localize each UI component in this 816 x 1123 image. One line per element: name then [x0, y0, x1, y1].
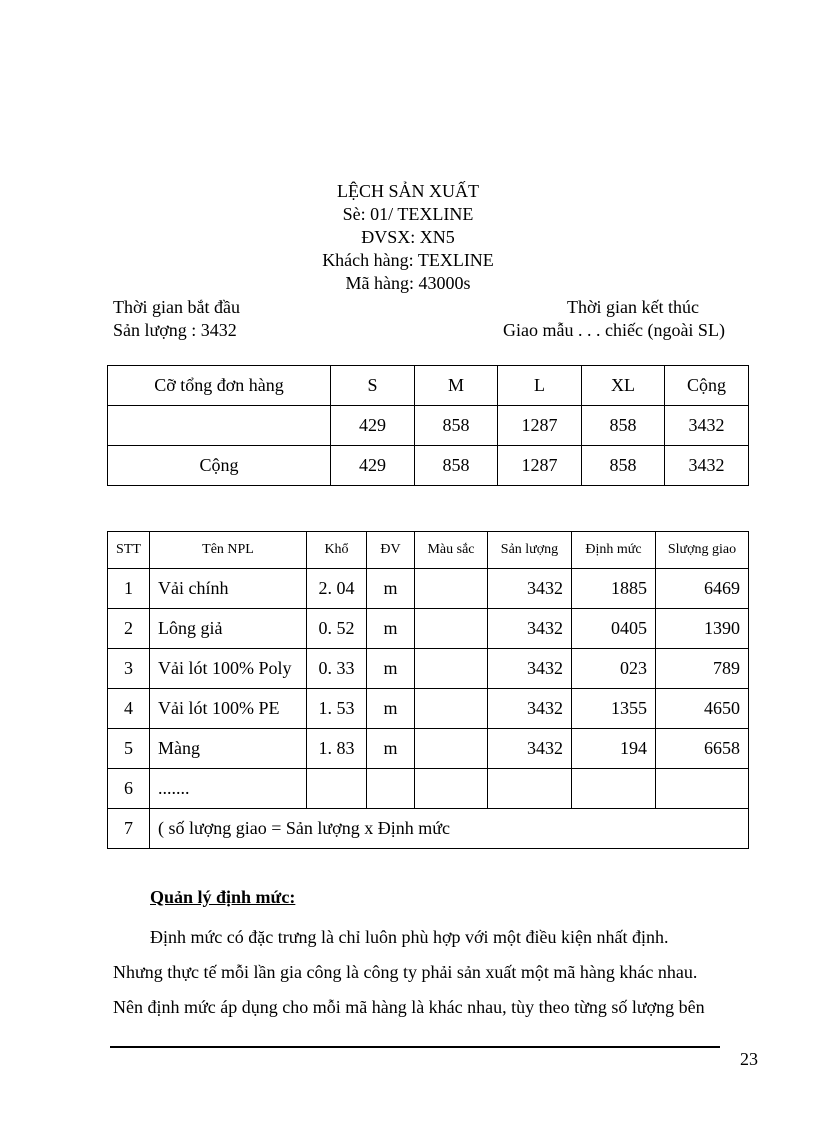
table-cell: m: [367, 649, 415, 689]
table-header-cell: Cỡ tổng đơn hàng: [108, 366, 331, 406]
sample-label: Giao mẫu . . . chiếc (ngoài SL): [503, 320, 725, 340]
end-time-label: Thời gian kết thúc: [567, 297, 699, 317]
table-row: [108, 649, 749, 689]
table-cell: [572, 769, 656, 809]
document-title: LỆCH SẢN XUẤT: [337, 181, 479, 201]
table-header-cell: Tên NPL: [150, 532, 307, 569]
table-header-cell: M: [415, 366, 498, 406]
table-header-row: [108, 366, 749, 406]
table-cell: 3432: [488, 609, 572, 649]
table-header-cell: Sản lượng: [488, 532, 572, 569]
table-cell: 1. 53: [307, 689, 367, 729]
table-cell: m: [367, 609, 415, 649]
table-total-row: [108, 446, 749, 486]
table-cell: 4650: [656, 689, 749, 729]
table-cell: Vải chính: [150, 569, 307, 609]
table-cell: 1287: [498, 446, 582, 486]
table-cell: Cộng: [108, 446, 331, 486]
section-heading: Quản lý định mức:: [150, 887, 296, 907]
output-label: Sản lượng : 3432: [113, 320, 237, 340]
table-cell: [415, 689, 488, 729]
paragraph-line: Nên định mức áp dụng cho mỗi mã hàng là khác nhau, tùy theo từng số lượng bên: [113, 997, 705, 1017]
table-row: [108, 569, 749, 609]
table-cell: [367, 769, 415, 809]
table-cell: 023: [572, 649, 656, 689]
table-cell: 194: [572, 729, 656, 769]
footer-divider: [110, 1046, 720, 1048]
body-paragraph: [113, 920, 741, 1025]
document-header: [0, 180, 816, 295]
table-cell: 858: [582, 406, 665, 446]
table-cell: 6658: [656, 729, 749, 769]
table-cell: 1390: [656, 609, 749, 649]
table-row: [108, 609, 749, 649]
table-cell: 858: [415, 446, 498, 486]
table-header-cell: STT: [108, 532, 150, 569]
table-cell: 3432: [665, 446, 749, 486]
table-cell: 0. 52: [307, 609, 367, 649]
paragraph-line: Định mức có đặc trưng là chỉ luôn phù hợp với một điều kiện nhất định.: [150, 927, 669, 947]
table-header-cell: ĐV: [367, 532, 415, 569]
table-cell: Màng: [150, 729, 307, 769]
table-header-cell: S: [331, 366, 415, 406]
table-cell: 1355: [572, 689, 656, 729]
table-cell: 1287: [498, 406, 582, 446]
table-header-row: [108, 532, 749, 569]
table-cell: 1885: [572, 569, 656, 609]
table-cell: 858: [415, 406, 498, 446]
table-cell: 429: [331, 446, 415, 486]
table-header-cell: XL: [582, 366, 665, 406]
table-cell: 0. 33: [307, 649, 367, 689]
table-cell: 858: [582, 446, 665, 486]
table-header-cell: Slượng giao: [656, 532, 749, 569]
table-cell: 1: [108, 569, 150, 609]
formula-note: ( số lượng giao = Sản lượng x Định mức: [150, 809, 749, 849]
table-cell: [108, 406, 331, 446]
customer-name: Khách hàng: TEXLINE: [322, 250, 494, 270]
table-cell: 429: [331, 406, 415, 446]
table-cell: 6469: [656, 569, 749, 609]
table-cell: [415, 769, 488, 809]
table-cell: 3432: [488, 649, 572, 689]
table-cell: [656, 769, 749, 809]
table-cell: 5: [108, 729, 150, 769]
table-cell: [415, 569, 488, 609]
document-number: Sè: 01/ TEXLINE: [342, 204, 474, 224]
table-cell: [307, 769, 367, 809]
table-cell: Vải lót 100% PE: [150, 689, 307, 729]
table-cell: 3: [108, 649, 150, 689]
table-cell: 2. 04: [307, 569, 367, 609]
table-cell: m: [367, 729, 415, 769]
product-code: Mã hàng: 43000s: [345, 273, 471, 293]
table-cell: Vải lót 100% Poly: [150, 649, 307, 689]
table-row: [108, 689, 749, 729]
table-cell: .......: [150, 769, 307, 809]
table-cell: [415, 729, 488, 769]
table-row: [108, 406, 749, 446]
table-cell: Lông giả: [150, 609, 307, 649]
table-cell: 7: [108, 809, 150, 849]
table-cell: 3432: [488, 729, 572, 769]
table-cell: 0405: [572, 609, 656, 649]
table-cell: [488, 769, 572, 809]
table-cell: 6: [108, 769, 150, 809]
table-cell: 3432: [488, 569, 572, 609]
table-cell: m: [367, 569, 415, 609]
paragraph-line: Nhưng thực tế mỗi lần gia công là công ty phải sản xuất một mã hàng khác nhau.: [113, 962, 698, 982]
table-cell: 2: [108, 609, 150, 649]
table-cell: 1. 83: [307, 729, 367, 769]
size-breakdown-table: [107, 365, 749, 486]
table-cell: 3432: [665, 406, 749, 446]
table-note-row: [108, 809, 749, 849]
table-row: [108, 729, 749, 769]
table-cell: 789: [656, 649, 749, 689]
production-unit: ĐVSX: XN5: [361, 227, 455, 247]
table-header-cell: L: [498, 366, 582, 406]
table-cell: m: [367, 689, 415, 729]
table-header-cell: Màu sắc: [415, 532, 488, 569]
materials-table: [107, 531, 749, 849]
table-row: [108, 769, 749, 809]
page-number: 23: [740, 1049, 758, 1069]
table-cell: 3432: [488, 689, 572, 729]
table-header-cell: Cộng: [665, 366, 749, 406]
table-header-cell: Định mức: [572, 532, 656, 569]
table-cell: [415, 609, 488, 649]
table-cell: [415, 649, 488, 689]
start-time-label: Thời gian bắt đầu: [113, 297, 240, 317]
table-cell: 4: [108, 689, 150, 729]
table-header-cell: Khổ: [307, 532, 367, 569]
